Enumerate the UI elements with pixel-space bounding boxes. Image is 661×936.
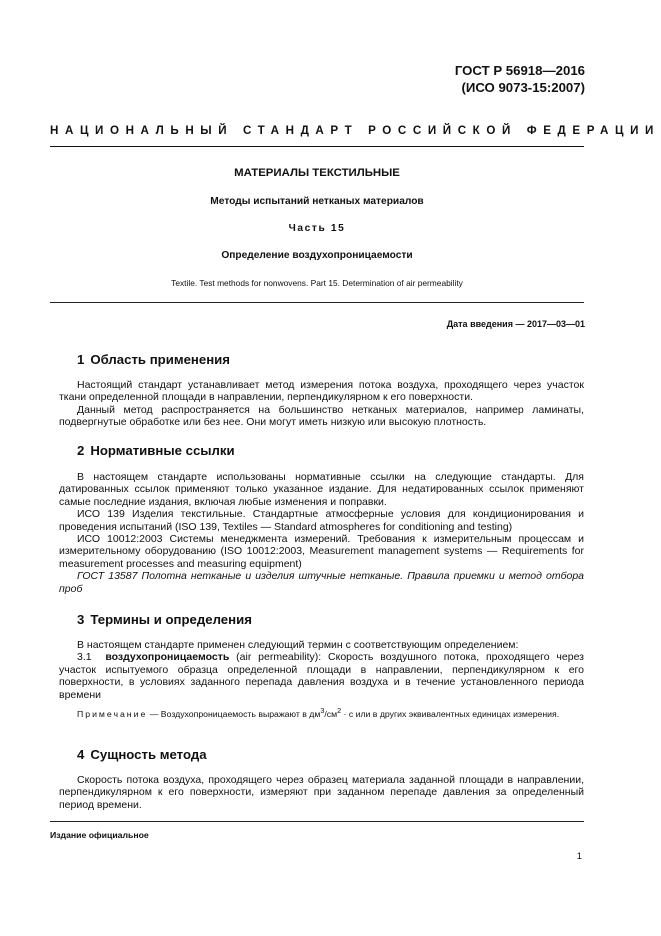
page-number: 1 — [576, 851, 582, 862]
note-text: — Воздухопроницаемость выражают в дм — [147, 708, 321, 719]
section-title: Сущность метода — [90, 747, 207, 762]
term-number: 3.1 — [77, 651, 92, 664]
header-rule — [50, 146, 584, 147]
note — [59, 705, 584, 720]
introduction-date: Дата введения — 2017—03—01 — [446, 319, 585, 329]
reference-iso-139: ИСО 139 Изделия текстильные. Стандартные атмосферные условия для кондиционирования и проведения испытаний (ISO 139, Textiles — Standard atmospheres for conditioning and testing) — [59, 508, 584, 533]
section-1-body — [59, 379, 584, 429]
section-1-heading — [77, 352, 230, 367]
document-title: МАТЕРИАЛЫ ТЕКСТИЛЬНЫЕ — [234, 167, 400, 179]
paragraph: Скорость потока воздуха, проходящего через образец материала заданной площади в направлении, перпендикулярном к его поверхности, измеряют при заданном перепаде давления за определенный период времени. — [59, 774, 584, 811]
section-2-heading — [77, 443, 235, 458]
section-number: 4 — [77, 747, 85, 762]
section-title: Нормативные ссылки — [90, 443, 235, 458]
term: воздухопроницаемость — [105, 651, 230, 664]
section-title: Область применения — [90, 352, 230, 367]
term-text: (air permeability): Скорость воздушного потока, проходящего через участок испытуемого образца определенной площади в направлении, перпендикулярном к его поверхности, в условиях заданного перепада давления воздуха и в течение установленного периода времени — [59, 651, 584, 701]
reference-iso-10012: ИСО 10012:2003 Системы менеджмента измерений. Требования к измерительным процессам и измерительному оборудованию (ISO 10012:2003, Measurement management systems — Requirements for measurement processes and measuring equipment) — [59, 533, 584, 570]
paragraph: Настоящий стандарт устанавливает метод измерения потока воздуха, проходящего через участок ткани определенной площади в направлении, перпендикулярном к его поверхности. — [59, 379, 584, 404]
document-part: Часть 15 — [288, 223, 346, 234]
term-definition — [59, 651, 584, 701]
section-number: 3 — [77, 612, 85, 627]
paragraph: В настоящем стандарте применен следующий термин с соответствующим определением: — [77, 639, 519, 651]
note-superscript: 2 — [337, 706, 342, 716]
reference-gost-13587: ГОСТ 13587 Полотна нетканые и изделия штучные нетканые. Правила приемки и метод отбора проб — [59, 570, 584, 595]
note-superscript: 3 — [320, 706, 325, 716]
footer-rule — [50, 821, 584, 822]
section-3-heading — [77, 612, 252, 627]
document-subject: Определение воздухопроницаемости — [221, 250, 413, 261]
english-title: Textile. Test methods for nonwovens. Part 15. Determination of air permeability — [171, 278, 463, 288]
section-number: 1 — [77, 352, 85, 367]
note-label: Примечание — [77, 708, 148, 719]
standard-number: ГОСТ Р 56918—2016 — [454, 63, 585, 78]
section-4-body — [59, 774, 584, 811]
national-standard-heading: НАЦИОНАЛЬНЫЙ СТАНДАРТ РОССИЙСКОЙ ФЕДЕРАЦИИ — [50, 124, 660, 137]
title-rule — [50, 302, 584, 303]
paragraph: Данный метод распространяется на большинство нетканых материалов, например ламинаты, подвергнутые обработке или без нее. Они могут иметь низкую или высокую плотность. — [59, 403, 584, 429]
note-text: · с или в других эквивалентных единицах измерения. — [341, 708, 560, 719]
paragraph: В настоящем стандарте использованы нормативные ссылки на следующие стандарты. Для датированных ссылок применяют только указанное издание. Для недатированных ссылок применяют самые последние издания, включая любые изменения и поправки. — [59, 471, 584, 508]
iso-reference: (ИСО 9073-15:2007) — [461, 80, 585, 95]
section-4-heading — [77, 747, 207, 762]
document-subtitle: Методы испытаний нетканых материалов — [210, 196, 424, 207]
section-title: Термины и определения — [90, 612, 252, 627]
section-number: 2 — [77, 443, 85, 458]
section-2-body — [59, 471, 584, 595]
note-text: /см — [324, 708, 338, 719]
section-3-body — [59, 639, 584, 720]
official-edition-label: Издание официальное — [50, 830, 149, 840]
standard-code — [455, 62, 585, 96]
